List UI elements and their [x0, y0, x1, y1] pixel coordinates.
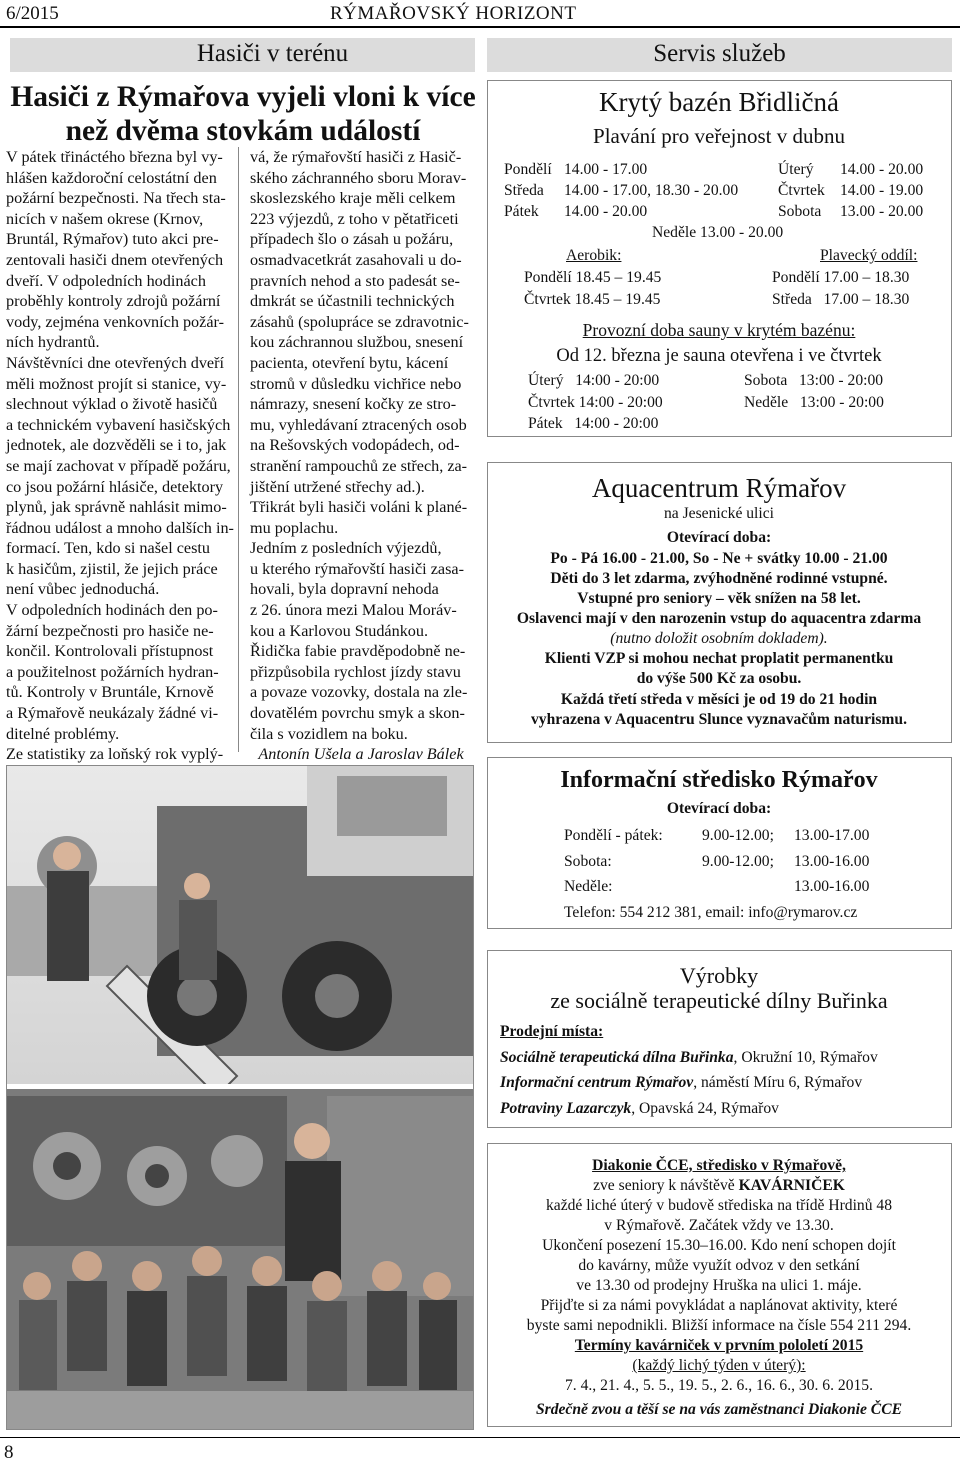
page-header [0, 0, 960, 28]
column-divider [238, 147, 239, 752]
sauna-subtitle: Od 12. března je sauna otevřena i ve čtvrtek [556, 346, 882, 366]
article-line: V odpoledních hodinách den po- [6, 601, 218, 620]
headline-line-1: Hasiči z Rýmařova vyjeli vloni k více [10, 81, 476, 113]
article-line: Jedním z posledních výjezdů, [250, 539, 442, 558]
terms-title: Termíny kavárniček v prvním pololetí 2015 [574, 1337, 864, 1354]
article-line: dmkrát se účastnili technických [250, 292, 455, 311]
invite-cafe-name: KAVÁRNIČEK [738, 1177, 845, 1194]
pool-time: 14.00 - 20.00 [840, 161, 924, 178]
aqua-info: Každá třetí středa v měsíci je od 19 do 21 hodin [560, 691, 878, 708]
article-line: a Rýmařově neukázaly žádné vi- [6, 704, 219, 723]
info-title: Informační středisko Rýmařov [560, 767, 878, 793]
pool-title: Krytý bazén Břidličná [599, 87, 839, 117]
article-line: měli možnost projít si stanice, vy- [6, 374, 227, 393]
article-line: co jsou požární hlásiče, detektory [6, 477, 224, 496]
article-line: formací. Ten, kdo si našel cestu [6, 539, 211, 558]
article-line: případech šlo o zásah u požáru, [250, 230, 454, 249]
pool-time: 14.00 - 19.00 [840, 182, 924, 199]
article-line: mu poplachu. [250, 518, 339, 537]
article-line: Řidička fabie pravděpodobně ne- [250, 642, 466, 661]
sale-point-address: , Opavská 24, Rýmařov [631, 1100, 779, 1117]
aqua-info: Oslavenci mají v den narozenin vstup do aquacentra zdarma [516, 610, 922, 627]
sale-point [500, 1049, 878, 1067]
article-line: Bruntál, Rýmařov) tuto akci pre- [6, 230, 219, 249]
article-line: slechnout výklad o životě hasičů [6, 395, 218, 414]
diakonie-text: Přijďte si za námi povykládat a naplánovat aktivity, které [540, 1297, 898, 1314]
pool-day: Pondělí [504, 161, 552, 178]
article-line: stromů v důsledku vichřice nebo [250, 374, 462, 393]
info-center-box [487, 757, 952, 929]
aqua-title: Aquacentrum Rýmařov [591, 473, 847, 503]
sauna-row: Sobota 13:00 - 20:00 [744, 372, 884, 389]
photo-illustration [7, 766, 474, 1430]
aqua-hours-label: Otevírací doba: [666, 529, 772, 546]
aquacentrum-box [487, 462, 952, 743]
article-line: dovatělém povrchu smyk a skon- [250, 704, 465, 723]
article-line: 223 výjezdů, z toho v pětatřiceti [250, 209, 459, 228]
terms-dates: 7. 4., 21. 4., 5. 5., 19. 5., 2. 6., 16. 6., 30. 6. 2015. [565, 1377, 873, 1394]
sale-point-name: Informační centrum Rýmařov [500, 1074, 694, 1091]
sale-points-label: Prodejní místa: [500, 1023, 604, 1040]
article-line: čila s vozidlem na boku. [250, 724, 408, 743]
article-line: pravních nehod a sto padesát se- [250, 271, 460, 290]
article-line: na Rešovských vodopádech, od- [250, 436, 460, 455]
aerobik-row: Čtvrtek 18.45 – 19.45 [524, 291, 661, 308]
article-line: ních hydrantů. [6, 333, 100, 352]
article-line: vody, zejména venkovních požár- [6, 312, 224, 331]
sauna-row: Úterý 14:00 - 20:00 [528, 372, 660, 389]
terms-subtitle: (každý lichý týden v úterý): [632, 1357, 806, 1374]
pool-time: 14.00 - 17.00 [564, 161, 648, 178]
pool-day: Čtvrtek [778, 182, 825, 199]
article-line: se mají zachovat v případě požáru, [6, 456, 231, 475]
diakonie-text: každé liché úterý v budově střediska na třídě Hrdinů 48 [546, 1197, 892, 1214]
sale-point [500, 1100, 779, 1118]
pool-day: Úterý [778, 161, 814, 178]
info-time: 9.00-12.00; [702, 853, 774, 870]
article-line: zentovali hasiči dnem otevřených [6, 250, 224, 269]
article-line: není vůbec jednoduchá. [6, 580, 160, 599]
issue-number: 6/2015 [6, 3, 59, 24]
article-line: hovali, byla dopravní nehoda [250, 580, 439, 599]
article-line: zásahů (spolupráce se zdravotnic- [250, 312, 469, 331]
article-line: Třikrát byli hasiči voláni k plané- [250, 498, 468, 517]
info-day: Pondělí - pátek: [564, 827, 663, 844]
sale-point-name: Potraviny Lazarczyk [500, 1100, 632, 1117]
aqua-info: (nutno doložit osobním dokladem). [610, 630, 828, 647]
article-line: žární bezpečnosti pro hasiče ne- [6, 621, 214, 640]
info-contact: Telefon: 554 212 381, email: info@rymarov.cz [564, 904, 858, 921]
article-column-left [6, 147, 232, 765]
pool-schedule-box [487, 80, 952, 437]
article-line: jednotek, ale dozvěděli se i to, jak [6, 436, 227, 455]
pool-day: Sobota [778, 203, 822, 220]
article-line: námrazy, snesení kočky ze stro- [250, 395, 457, 414]
pool-subtitle: Plavání pro veřejnost v dubnu [593, 124, 845, 148]
article-line: pacienta, otevření bytu, kácení [250, 353, 449, 372]
aqua-info: Klienti VZP si mohou nechat proplatit permanentku [544, 650, 894, 667]
article-line: stranění rampouchů ze střech, za- [250, 456, 468, 475]
article-line: nicích v našem okrese (Krnov, [6, 209, 204, 228]
sale-point-address: , Okružní 10, Rýmařov [733, 1049, 878, 1066]
sauna-title: Provozní doba sauny v krytém bazénu: [582, 320, 856, 340]
info-hours-label: Otevírací doba: [666, 800, 772, 817]
info-time: 9.00-12.00; [702, 827, 774, 844]
info-day: Neděle: [564, 878, 613, 895]
pool-day: Středa [504, 182, 544, 199]
sauna-row: Čtvrtek 14:00 - 20:00 [528, 394, 663, 411]
aerobik-row: Pondělí 18.45 – 19.45 [524, 269, 662, 286]
article-line: ditelné problémy. [6, 724, 120, 743]
publication-title: RÝMAŘOVSKÝ HORIZONT [330, 3, 577, 24]
article-line: řádnou událost a mnoho dalších in- [6, 518, 234, 537]
article-line: Návštěvníci dne otevřených dveří [6, 353, 225, 372]
article-line: kou a Karlovou Studánkou. [250, 621, 429, 640]
diakonie-title: Diakonie ČCE, středisko v Rýmařově, [592, 1157, 846, 1174]
section-title-servis: Servis služeb [487, 38, 952, 72]
article-line: V pátek třináctého března byl vy- [6, 148, 223, 166]
article-line: jištění utržené střechy ad.). [250, 477, 425, 496]
diakonie-text: Ukončení posezení 15.30–16.00. Kdo není schopen dojít [542, 1237, 896, 1254]
aqua-info: do výše 500 Kč za osobu. [636, 670, 802, 687]
sale-point-address: , náměstí Míru 6, Rýmařov [693, 1074, 863, 1091]
article-line: požární bezpečnosti. Na třech sta- [6, 189, 226, 208]
article-line: kou záchrannou službou, snesení [250, 333, 464, 352]
pool-time: 13.00 - 20.00 [840, 203, 924, 220]
article-line: proběhly kontroly zdrojů požární [6, 292, 221, 311]
article-line: vá, že rýmařovští hasiči z Hasič- [250, 148, 462, 166]
aqua-hours: Po - Pá 16.00 - 21.00, So - Ne + svátky 10.00 - 21.00 [550, 550, 888, 567]
article-line: končil. Kontrolovali přístupnost [6, 642, 214, 661]
invite-text: zve seniory k návštěvě [593, 1177, 739, 1194]
article-line: Ze statistiky za loňský rok vyplý- [6, 745, 224, 764]
section-title-hasici: Hasiči v terénu [10, 38, 475, 72]
article-line: skoslezského kraje měli celkem [250, 189, 456, 208]
diakonie-text: do kavárny, může využít odvoz v den setkání [578, 1257, 860, 1274]
diakonie-text: byste sami nepodnikli. Bližší informace na čísle 554 211 294. [526, 1317, 912, 1334]
products-title-1: Výrobky [679, 963, 759, 988]
swim-club-label: Plavecký oddíl: [820, 247, 918, 264]
article-line: osmadvacetkrát zasahovali u do- [250, 250, 462, 269]
article-line: k hasičům, zjistil, že jejich práce [6, 559, 218, 578]
article-line: z 26. února mezi Malou Moráv- [250, 601, 457, 620]
products-title-2: ze sociálně terapeutické dílny Buřinka [550, 988, 888, 1013]
page-number: 8 [4, 1442, 14, 1463]
sauna-row: Neděle 13:00 - 20:00 [744, 394, 884, 411]
diakonie-closing: Srdečně zvou a těší se na vás zaměstnanci Diakonie ČCE [535, 1401, 903, 1418]
info-day: Sobota: [564, 853, 612, 870]
fire-truck-photo [6, 765, 474, 1430]
pool-time: 14.00 - 20.00 [564, 203, 648, 220]
article-line: a použitelnost požárních hydran- [6, 662, 219, 681]
article-signature: Antonín Ušela a Jaroslav Bálek [258, 745, 464, 764]
workshop-products-box [487, 950, 952, 1128]
info-time: 13.00-16.00 [794, 878, 870, 895]
headline-line-2: než dvěma stovkám událostí [65, 115, 421, 147]
aerobik-label: Aerobik: [566, 247, 622, 264]
article-line: u kterého rýmařovští hasiči zasa- [250, 559, 464, 578]
article-line: tů. Kontroly v Bruntále, Krnově [6, 683, 214, 702]
sale-point-name: Sociálně terapeutická dílna Buřinka [500, 1049, 734, 1066]
article-line: a povaze vozovky, dostala na zle- [250, 683, 468, 702]
article-headline [8, 80, 478, 148]
aqua-info: Vstupné pro seniory – věk snížen na 58 let. [577, 590, 861, 607]
article-column-right [250, 147, 472, 765]
info-time: 13.00-16.00 [794, 853, 870, 870]
footer-rule [0, 1437, 960, 1438]
swim-club-row: Pondělí 17.00 – 18.30 [772, 269, 910, 286]
pool-sunday: Neděle 13.00 - 20.00 [652, 224, 784, 241]
article-line: přizpůsobila rychlost jízdy stavu [250, 662, 461, 681]
article-line: plynů, jak správně nahlásit mimo- [6, 498, 227, 517]
diakonie-text: v Rýmařově. Začátek vždy ve 13.30. [604, 1217, 834, 1234]
article-line: hlášen každoroční celostátní den [6, 168, 217, 187]
diakonie-box [487, 1143, 952, 1427]
pool-day: Pátek [504, 203, 539, 220]
article-line: mu, vyhledávaní ztracených osob [250, 415, 467, 434]
swim-club-row: Středa 17.00 – 18.30 [772, 291, 910, 308]
article-line: dveří. V odpoledních hodinách [6, 271, 206, 290]
sale-point [500, 1074, 862, 1092]
diakonie-invite [488, 1177, 950, 1195]
sauna-row: Pátek 14:00 - 20:00 [528, 415, 659, 432]
aqua-info: vyhrazena v Aquacentru Slunce vyznavačům naturismu. [530, 711, 907, 728]
aqua-info: Děti do 3 let zdarma, zvýhodněné rodinné vstupné. [550, 570, 888, 587]
article-line: a technickém vybavení hasičských [6, 415, 231, 434]
diakonie-text: ve 13.30 od prodejny Hruška na ulici 1. máje. [576, 1277, 862, 1294]
pool-time: 14.00 - 17.00, 18.30 - 20.00 [564, 182, 739, 199]
info-time: 13.00-17.00 [794, 827, 870, 844]
article-line: ského záchranného sboru Morav- [250, 168, 467, 187]
aqua-location: na Jesenické ulici [664, 505, 774, 522]
